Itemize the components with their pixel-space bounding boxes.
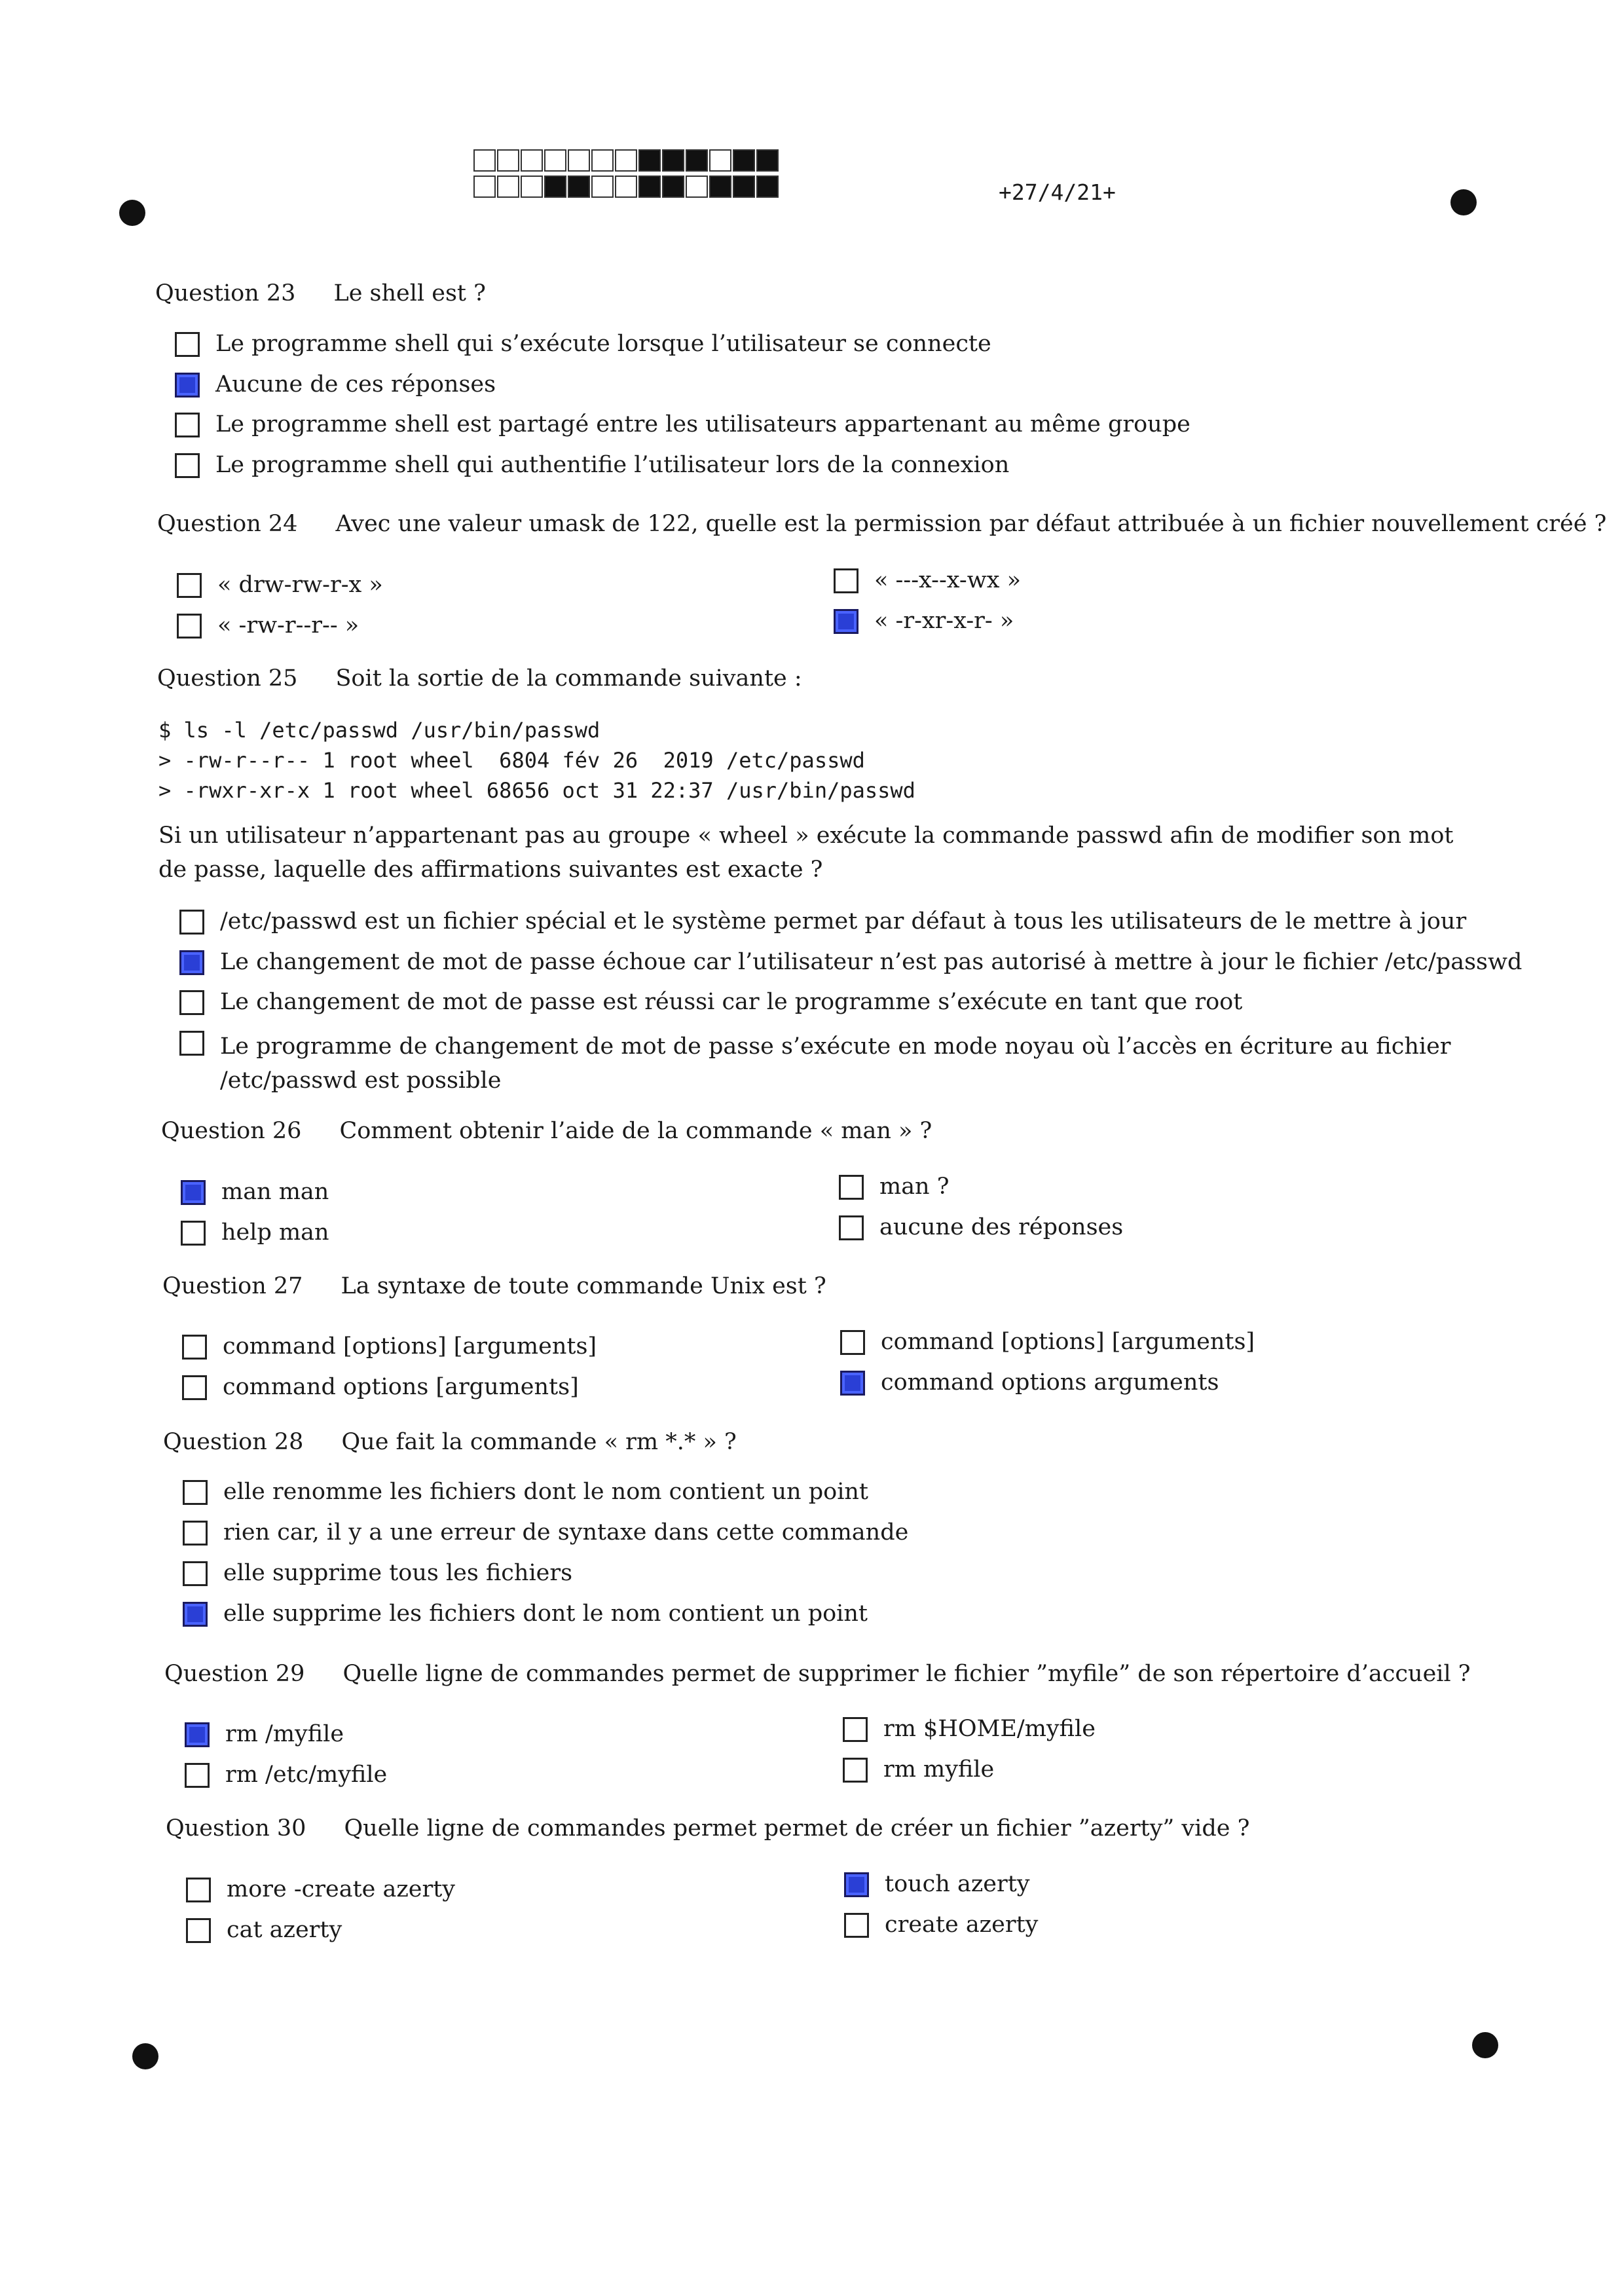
option-label: rien car, il y a une erreur de syntaxe dans cette commande [223, 1519, 909, 1546]
code-cell [709, 149, 731, 172]
answer-option[interactable] [183, 1560, 572, 1586]
code-cell [497, 149, 519, 172]
checkbox[interactable] [839, 1175, 864, 1200]
code-cell [709, 176, 731, 198]
code-cell [686, 176, 708, 198]
question-text: Avec une valeur umask de 122, quelle est la permission par défaut attribuée à un fichier nouvellement créé ? [335, 511, 1607, 537]
option-label: aucune des réponses [879, 1214, 1124, 1240]
question-label: Question 24 [157, 511, 298, 537]
checkbox[interactable] [179, 910, 204, 935]
code-cell [473, 149, 496, 172]
code-cell [733, 176, 755, 198]
checkbox[interactable] [834, 609, 858, 634]
answer-option[interactable] [840, 1329, 1255, 1355]
checkbox[interactable] [186, 1878, 211, 1902]
code-cell [591, 176, 614, 198]
code-line: $ ls -l /etc/passwd /usr/bin/passwd [158, 718, 600, 743]
question-text: Que fait la commande « rm *.* » ? [341, 1429, 737, 1455]
registration-mark-bottom-left [132, 2043, 158, 2069]
option-label: elle renomme les fichiers dont le nom contient un point [223, 1479, 868, 1505]
checkbox[interactable] [844, 1913, 869, 1938]
question-label: Question 30 [166, 1815, 306, 1842]
question-title [155, 280, 486, 306]
option-label: Le changement de mot de passe échoue car l’utilisateur n’est pas autorisé à mettre à jour le fichier /etc/passwd [220, 949, 1522, 975]
code-cell [568, 149, 590, 172]
answer-option[interactable] [179, 989, 1242, 1015]
checkbox[interactable] [834, 568, 858, 593]
question-label: Question 28 [163, 1429, 304, 1455]
option-label: Aucune de ces réponses [215, 371, 496, 398]
question-text: Comment obtenir l’aide de la commande « man » ? [339, 1118, 932, 1144]
checkbox[interactable] [177, 614, 202, 639]
code-cell [662, 149, 684, 172]
code-cell [756, 149, 779, 172]
code-cell [521, 149, 543, 172]
option-label: command options arguments [881, 1369, 1219, 1396]
registration-mark-top-left [119, 200, 145, 226]
option-label: rm /etc/myfile [225, 1762, 388, 1788]
checkbox[interactable] [840, 1371, 865, 1396]
checkbox[interactable] [843, 1717, 868, 1742]
checkbox[interactable] [183, 1602, 208, 1627]
code-cell [473, 176, 496, 198]
answer-option[interactable] [179, 908, 1466, 935]
question-text: Quelle ligne de commandes permet permet de créer un fichier ”azerty” vide ? [344, 1815, 1250, 1842]
question-title [161, 1118, 932, 1144]
option-label: « ---x--x-wx » [874, 567, 1021, 593]
checkbox[interactable] [185, 1763, 210, 1788]
code-cell [638, 176, 661, 198]
answer-option[interactable] [183, 1601, 868, 1627]
option-label: Le programme de changement de mot de passe s’exécute en mode noyau où l’accès en écriture au fichier /etc/passwd est possible [220, 1033, 1451, 1094]
answer-option[interactable] [844, 1912, 1038, 1938]
answer-option[interactable] [175, 411, 1190, 437]
header-code-row [473, 176, 780, 198]
option-label: elle supprime tous les fichiers [223, 1560, 573, 1586]
checkbox[interactable] [179, 990, 204, 1015]
checkbox[interactable] [175, 332, 200, 357]
question-label: Question 25 [157, 665, 298, 692]
answer-option[interactable] [839, 1174, 950, 1200]
answer-option[interactable] [839, 1214, 1123, 1240]
option-label: more -create azerty [227, 1876, 456, 1902]
checkbox[interactable] [181, 1180, 206, 1205]
option-label: rm /myfile [225, 1721, 344, 1747]
checkbox[interactable] [177, 573, 202, 598]
checkbox[interactable] [175, 373, 200, 398]
registration-mark-top-right [1450, 189, 1477, 215]
answer-option[interactable] [175, 371, 496, 398]
option-label: man ? [879, 1174, 950, 1200]
code-cell [591, 149, 614, 172]
question-text: Quelle ligne de commandes permet de supprimer le fichier ”myfile” de son répertoire d’accueil ? [342, 1661, 1471, 1687]
checkbox[interactable] [183, 1561, 208, 1586]
code-line: > -rwxr-xr-x 1 root wheel 68656 oct 31 22:37 /usr/bin/passwd [158, 778, 915, 803]
option-label: /etc/passwd est un fichier spécial et le système permet par défaut à tous les utilisateurs de le mettre à jour [220, 908, 1467, 935]
answer-option[interactable] [843, 1716, 1096, 1742]
question-label: Question 23 [155, 280, 296, 306]
checkbox[interactable] [844, 1872, 869, 1897]
option-label: rm myfile [883, 1756, 995, 1783]
option-label: man man [221, 1179, 329, 1205]
header-code-grid [473, 149, 780, 202]
checkbox[interactable] [186, 1918, 211, 1943]
question-text: Le shell est ? [333, 280, 486, 306]
question-label: Question 27 [162, 1273, 303, 1299]
page-id: +27/4/21+ [999, 179, 1116, 205]
code-cell [662, 176, 684, 198]
answer-option[interactable] [844, 1871, 1030, 1897]
command-output-block [158, 715, 915, 805]
checkbox[interactable] [179, 950, 204, 975]
answer-option[interactable] [179, 949, 1522, 975]
checkbox[interactable] [839, 1215, 864, 1240]
checkbox[interactable] [175, 453, 200, 478]
answer-option[interactable] [179, 1029, 1463, 1098]
question-title [157, 665, 802, 692]
option-label: cat azerty [227, 1917, 342, 1943]
question-text: La syntaxe de toute commande Unix est ? [341, 1273, 826, 1299]
answer-option[interactable] [182, 1333, 597, 1360]
checkbox[interactable] [183, 1480, 208, 1505]
question-label: Question 26 [161, 1118, 302, 1144]
question-title [166, 1815, 1249, 1842]
checkbox[interactable] [175, 413, 200, 437]
option-label: « drw-rw-r-x » [217, 572, 383, 598]
question-paragraph: Si un utilisateur n’appartenant pas au groupe « wheel » exécute la commande passwd afin de modifier son mot de passe, laquelle des affirmations suivantes est exacte ? [158, 823, 1454, 883]
checkbox[interactable] [182, 1335, 207, 1360]
answer-option[interactable] [177, 612, 359, 639]
option-label: command options [arguments] [223, 1374, 579, 1400]
answer-option[interactable] [834, 608, 1014, 634]
answer-option[interactable] [175, 331, 991, 357]
code-cell [756, 176, 779, 198]
code-cell [544, 149, 566, 172]
code-cell [544, 176, 566, 198]
answer-option[interactable] [834, 567, 1021, 593]
code-cell [686, 149, 708, 172]
option-label: Le programme shell qui s’exécute lorsque l’utilisateur se connecte [215, 331, 991, 357]
answer-option[interactable] [181, 1179, 329, 1205]
answer-option[interactable] [182, 1374, 579, 1400]
option-label: create azerty [885, 1912, 1039, 1938]
option-label: « -r-xr-x-r- » [874, 608, 1014, 634]
option-label: rm $HOME/myfile [883, 1716, 1096, 1742]
code-cell [615, 149, 637, 172]
code-cell [521, 176, 543, 198]
option-label: « -rw-r--r-- » [217, 612, 360, 639]
option-label: command [options] [arguments] [223, 1333, 597, 1360]
answer-option[interactable] [175, 452, 1009, 478]
question-title [162, 1273, 826, 1299]
code-cell [497, 176, 519, 198]
option-label: help man [221, 1219, 329, 1246]
checkbox[interactable] [183, 1521, 208, 1546]
code-line: > -rw-r--r-- 1 root wheel 6804 fév 26 2019 /etc/passwd [158, 748, 865, 773]
question-title [163, 1429, 737, 1455]
question-label: Question 29 [164, 1661, 305, 1687]
answer-option[interactable] [181, 1219, 329, 1246]
checkbox[interactable] [181, 1221, 206, 1246]
checkbox[interactable] [840, 1330, 865, 1355]
header-code-row [473, 149, 780, 172]
option-label: touch azerty [885, 1871, 1030, 1897]
answer-option[interactable] [186, 1917, 342, 1943]
answer-option[interactable] [177, 572, 383, 598]
answer-option[interactable] [185, 1721, 344, 1747]
answer-option[interactable] [183, 1519, 908, 1546]
registration-mark-bottom-right [1472, 2032, 1498, 2058]
checkbox[interactable] [843, 1758, 868, 1783]
option-label: Le programme shell qui authentifie l’utilisateur lors de la connexion [215, 452, 1010, 478]
code-cell [568, 176, 590, 198]
checkbox[interactable] [179, 1031, 204, 1056]
option-label: elle supprime les fichiers dont le nom contient un point [223, 1601, 868, 1627]
answer-option[interactable] [186, 1876, 455, 1902]
question-title [164, 1661, 1471, 1687]
answer-option[interactable] [183, 1479, 868, 1505]
code-cell [615, 176, 637, 198]
checkbox[interactable] [182, 1375, 207, 1400]
option-label: Le changement de mot de passe est réussi car le programme s’exécute en tant que root [220, 989, 1243, 1015]
checkbox[interactable] [185, 1722, 210, 1747]
code-cell [733, 149, 755, 172]
answer-option[interactable] [185, 1762, 387, 1788]
option-label: Le programme shell est partagé entre les utilisateurs appartenant au même groupe [215, 411, 1190, 437]
answer-option[interactable] [843, 1756, 994, 1783]
question-text: Soit la sortie de la commande suivante : [335, 665, 802, 692]
option-label: command [options] [arguments] [881, 1329, 1255, 1355]
question-title [157, 511, 1606, 537]
code-cell [638, 149, 661, 172]
answer-option[interactable] [840, 1369, 1219, 1396]
